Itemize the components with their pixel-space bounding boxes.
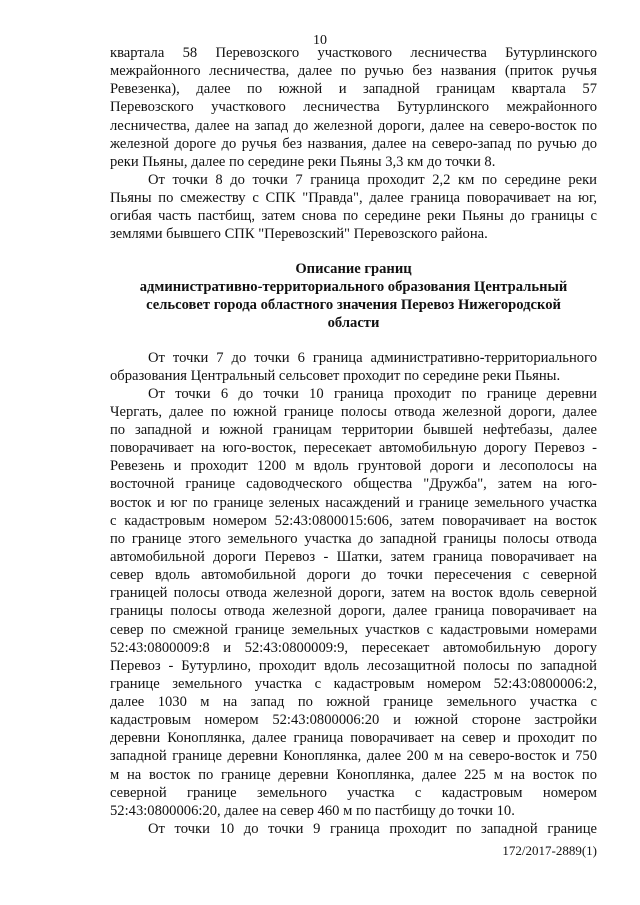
text-line: Ревезенка), далее по южной и западной границам квартала 57 <box>110 81 597 98</box>
section-heading: Описание границ <box>295 260 412 277</box>
text-line: образования Центральный сельсовет проходит по середине реки Пьяны. <box>110 367 561 384</box>
text-line: 52:43:0800006:20, далее на север 460 м по пастбищу до точки 10. <box>110 802 515 819</box>
text-line: границы полосы отвода железной дороги, далее граница поворачивает на <box>110 603 597 620</box>
section-heading: области <box>327 315 380 332</box>
text-line: От точки 6 до точки 10 граница проходит по границе деревни <box>148 385 597 402</box>
text-line: границе земельного участка с кадастровым номером 52:43:0800006:2, <box>110 675 597 692</box>
text-line: От точки 10 до точки 9 граница проходит по западной границе <box>148 820 597 837</box>
document-code: 172/2017-2889(1) <box>502 843 597 858</box>
text-line: границей полосы отвода железной дороги, затем на восток вдоль северной <box>110 585 597 602</box>
text-line: землями бывшего СПК "Перевозский" Перевозского района. <box>110 226 488 243</box>
text-line: деревни Коноплянка, далее граница поворачивает на север и проходит по <box>110 730 597 747</box>
text-line: огибая часть пастбищ, затем снова по середине реки Пьяны до границы с <box>110 208 597 225</box>
text-line: Пьяны по смежеству с СПК "Правда", далее граница поворачивает на юг, <box>110 190 597 206</box>
text-line: кадастровым номером 52:43:0800006:20 и южной стороне застройки <box>110 712 597 729</box>
text-line: межрайонного лесничества, далее по ручью без названия (приток ручья <box>110 63 597 80</box>
text-line: по западной и южной границам территории бывшей нефтебазы, далее <box>110 422 597 439</box>
page-number: 10 <box>313 33 327 48</box>
text-line: западной границе деревни Коноплянка, далее 200 м на северо-восток и 750 <box>110 748 597 765</box>
text-line: Ревезень и проходит 1200 м вдоль грунтовой дороги и лесополосы на <box>110 458 597 475</box>
text-line: автомобильной дороги Перевоз - Шатки, затем граница поворачивает на <box>110 549 597 565</box>
text-line: железной дороге до ручья без названия, далее на северо-запад по ручью до <box>110 135 597 152</box>
text-line: Чергать, далее по южной границе полосы отвода железной дороги, далее <box>110 403 597 420</box>
text-line: по границе этого земельного участка до западной границы полосы отвода <box>110 530 597 547</box>
text-line: Перевозского участкового лесничества Бутурлинского межрайонного <box>110 99 597 116</box>
text-line: реки Пьяны, далее по середине реки Пьяны 3,3 км до точки 8. <box>110 153 496 170</box>
text-line: восток и юг по границе зеленых насаждений и границе земельного участка <box>110 494 597 511</box>
text-line: От точки 7 до точки 6 граница административно-территориального <box>148 349 597 366</box>
text-line: 52:43:0800009:8 и 52:43:0800009:9, пересекает автомобильную дорогу <box>110 639 597 656</box>
text-line: северной границе земельного участка с кадастровым номером <box>110 784 597 801</box>
text-line: север вдоль автомобильной дороги до точки пересечения с северной <box>110 567 597 584</box>
text-line: лесничества, далее на запад до железной дороги, далее на северо-восток по <box>110 117 597 134</box>
text-line: далее 1030 м на запад по южной границе земельного участка с <box>110 694 597 710</box>
text-line: восточной границе садоводческого общества "Дружба", затем на юго- <box>110 476 597 493</box>
text-line: Перевоз - Бутурлино, проходит вдоль лесозащитной полосы по западной <box>110 657 597 674</box>
text-line: От точки 8 до точки 7 граница проходит 2,2 км по середине реки <box>148 171 597 188</box>
section-heading: сельсовет города областного значения Перевоз Нижегородской <box>146 297 561 313</box>
text-line: с кадастровым номером 52:43:0800015:606, затем поворачивает на восток <box>110 512 597 529</box>
section-heading: административно-территориального образования Центральный <box>139 278 568 295</box>
text-line: север по смежной границе земельных участков с кадастровыми номерами <box>110 621 597 638</box>
text-line: поворачивает на юго-восток, пересекает автомобильную дорогу Перевоз - <box>110 440 597 457</box>
text-line: квартала 58 Перевозского участкового лесничества Бутурлинского <box>110 45 597 61</box>
text-line: м на восток по границе деревни Коноплянка, далее 225 м на восток по <box>110 766 597 783</box>
